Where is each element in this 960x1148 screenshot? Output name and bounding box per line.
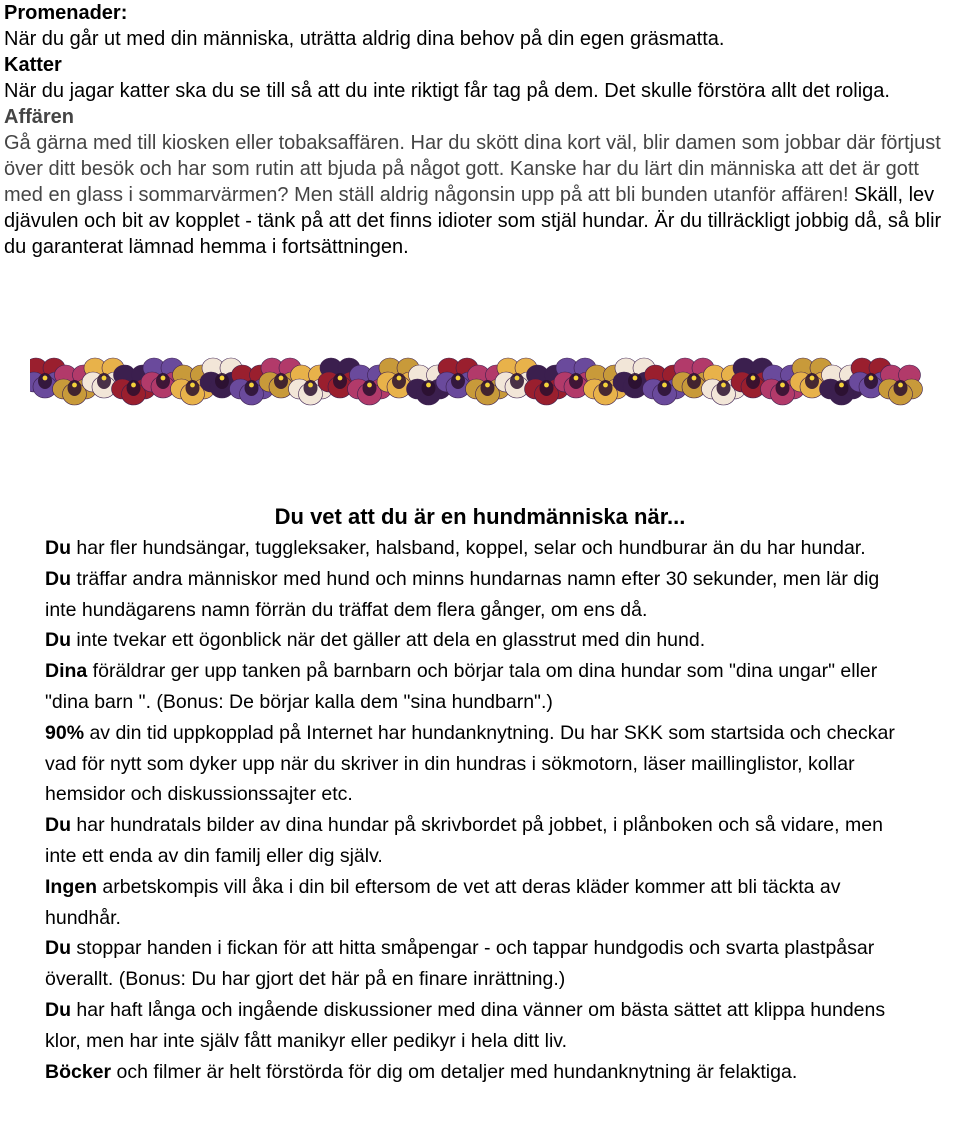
list-item-lead: Dina bbox=[45, 660, 88, 683]
list-item-text: har hundratals bilder av dina hundar på skrivbordet på jobbet, i plånboken och så vidare, men inte ett enda av din familj eller dig själv. bbox=[45, 814, 883, 867]
text-affaren bbox=[4, 130, 956, 260]
list-item bbox=[45, 1057, 905, 1088]
heading-promenader: Promenader: bbox=[4, 2, 128, 24]
list-item bbox=[45, 625, 905, 656]
list-item-lead: Böcker bbox=[45, 1060, 112, 1083]
list-item-lead: Du bbox=[45, 567, 71, 590]
list-item-lead: Du bbox=[45, 937, 71, 960]
heading-affaren: Affären bbox=[4, 106, 75, 128]
dog-person-list bbox=[45, 533, 905, 1087]
list-item-text: har fler hundsängar, tuggleksaker, halsband, koppel, selar och hundburar än du har hundar. bbox=[71, 537, 866, 559]
list-item-text: inte tvekar ett ögonblick när det gäller att dela en glasstrut med din hund. bbox=[71, 629, 706, 652]
list-item-text: arbetskompis vill åka i din bil eftersom de vet att deras kläder kommer att bli täckta av hundhår. bbox=[45, 875, 841, 929]
list-item-text: föräldrar ger upp tanken på barnbarn och börjar tala om dina hundar som "dina ungar" eller "dina barn ". (Bonus: De börjar kalla dem "sina hundbarn".) bbox=[45, 660, 878, 713]
list-item-text: träffar andra människor med hund och minns hundarnas namn efter 30 sekunder, men lär dig inte hundägarens namn förrän du träffat dem flera gånger, om ens då. bbox=[45, 567, 880, 621]
list-item-text: har haft långa och ingående diskussioner med dina vänner om bästa sättet att klippa hundens klor, men har inte själv fått manikyr eller pedikyr i hela ditt liv. bbox=[45, 998, 886, 1052]
list-item-text: och filmer är helt förstörda för dig om detaljer med hundanknytning är felaktiga. bbox=[111, 1060, 798, 1083]
pansy-icon bbox=[879, 365, 923, 405]
list-item bbox=[45, 564, 905, 626]
intro-section bbox=[4, 0, 956, 260]
text-affaren-grey: Gå gärna med till kiosken eller tobaksaffären. Har du skött dina kort väl, blir damen som jobbar där förtjust över ditt besök och har som rutin att bjuda på något gott. Kanske har du lärt din människa att det är gott med en glass i sommarvärmen? Men ställ aldrig någonsin upp på att bli bunden utanför affären! bbox=[4, 132, 941, 206]
page-title: Du vet att du är en hundmänniska när... bbox=[274, 504, 686, 529]
list-item bbox=[45, 872, 905, 934]
list-item-lead: Du bbox=[45, 629, 71, 652]
list-item-lead: Du bbox=[45, 998, 71, 1021]
list-item-lead: Du bbox=[45, 537, 71, 559]
list-item-text: stoppar handen i fickan för att hitta småpengar - och tappar hundgodis och svarta plastpåsar överallt. (Bonus: Du har gjort det här på en finare inrättning.) bbox=[45, 937, 875, 991]
text-affaren-black: Skäll, lev djävulen och bit av kopplet - tänk på att det finns idioter som stjäl hundar. Är du tillräckligt jobbig då, så blir du garanterat lämnad hemma i fortsättningen. bbox=[4, 184, 942, 258]
text-promenader: När du går ut med din människa, uträtta aldrig dina behov på din egen gräsmatta. bbox=[4, 28, 725, 50]
list-item bbox=[45, 533, 905, 564]
pansy-flower-border bbox=[30, 340, 930, 420]
heading-katter: Katter bbox=[4, 54, 62, 76]
list-item-lead: 90% bbox=[45, 721, 85, 744]
list-item-text: av din tid uppkopplad på Internet har hundanknytning. Du har SKK som startsida och checkar vad för nytt som dyker upp när du skriver in din hundras i sökmotorn, läser maillinglistor, kollar hemsidor och diskussionssajter etc. bbox=[45, 721, 895, 806]
list-item bbox=[45, 656, 905, 718]
list-item-lead: Ingen bbox=[45, 875, 97, 898]
list-item bbox=[45, 933, 905, 995]
text-katter: När du jagar katter ska du se till så att du inte riktigt får tag på dem. Det skulle förstöra allt det roliga. bbox=[4, 80, 890, 102]
list-item bbox=[45, 995, 905, 1057]
list-item bbox=[45, 810, 905, 872]
list-item-lead: Du bbox=[45, 814, 71, 837]
list-item bbox=[45, 718, 905, 810]
